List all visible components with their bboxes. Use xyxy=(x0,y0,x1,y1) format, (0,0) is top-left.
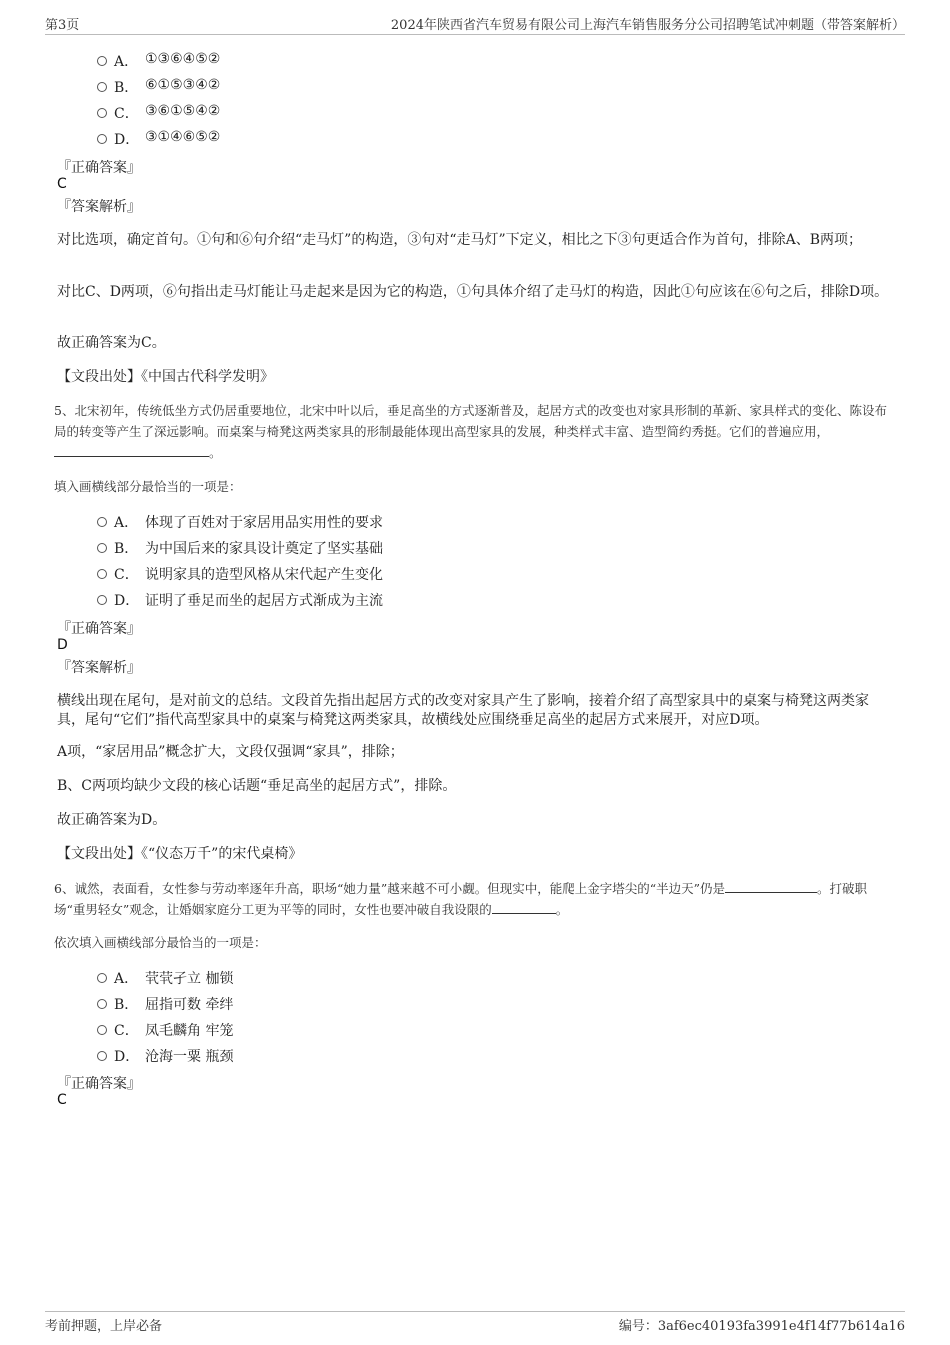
option-text: 茕茕孑立 枷锁 xyxy=(145,971,234,987)
radio-icon[interactable] xyxy=(97,543,107,553)
radio-icon[interactable] xyxy=(97,569,107,579)
radio-icon[interactable] xyxy=(97,517,107,527)
radio-icon[interactable] xyxy=(97,56,107,66)
option-letter: D． xyxy=(114,1049,140,1065)
option-text: ③⑥①⑤④② xyxy=(145,103,221,119)
option-text: 屈指可数 牵绊 xyxy=(145,997,234,1013)
page-header xyxy=(45,14,905,35)
q4-analysis-paragraph: 对比C、D两项，⑥句指出走马灯能让马走起来是因为它的构造，①句具体介绍了走马灯的构造，因此①句应该在⑥句之后，排除D项。 xyxy=(57,284,889,300)
radio-icon[interactable] xyxy=(97,134,107,144)
q5-analysis-paragraph: 横线出现在尾句，是对前文的总结。文段首先指出起居方式的改变对家具产生了影响，接着介绍了高型家具中的桌案与椅凳这两类家具，尾句“它们”指代高型家具中的桌案与椅凳这两类家具，故横线处应围绕垂足高坐的起居方式来展开，对应D项。 xyxy=(57,693,869,728)
option-text: ③①④⑥⑤② xyxy=(145,129,221,145)
q4-analysis-paragraph: 故正确答案为C。 xyxy=(57,335,166,351)
option-text: 体现了百姓对于家居用品实用性的要求 xyxy=(145,515,383,531)
option-text: ⑥①⑤③④② xyxy=(145,77,221,93)
option-letter: B． xyxy=(114,80,139,96)
option-letter: C． xyxy=(114,106,139,122)
option-text: 为中国后来的家具设计奠定了坚实基础 xyxy=(145,541,383,557)
q5-stem xyxy=(54,400,892,463)
q5-stem-text: 5、北宋初年，传统低坐方式仍居重要地位，北宋中叶以后，垂足高坐的方式逐渐普及，起居方式的改变也对家具形制的革新、家具样式的变化、陈设布局的转变等产生了深远影响。而桌案与椅凳这两类家具的形制最能体现出高型家具的发展，种类样式丰富、造型简约秀挺。它们的普遍应用， xyxy=(54,403,887,439)
q5-blank xyxy=(54,444,209,457)
option-letter: A． xyxy=(114,515,139,531)
option-text: 沧海一粟 瓶颈 xyxy=(145,1049,234,1065)
q5-analysis-paragraph: 故正确答案为D。 xyxy=(57,812,167,828)
option-letter: D． xyxy=(114,132,140,148)
q5-source: 【文段出处】《“仪态万千”的宋代桌椅》 xyxy=(57,846,303,862)
option-letter: C． xyxy=(114,1023,139,1039)
option-letter: B． xyxy=(114,541,139,557)
page-footer xyxy=(45,1311,905,1334)
option-letter: B． xyxy=(114,997,139,1013)
q6-stem xyxy=(54,878,892,920)
q6-stem-text: 6、诚然，表面看，女性参与劳动率逐年升高，职场“她力量”越来越不可小觑。但现实中，能爬上金字塔尖的“半边天”仍是 xyxy=(54,881,726,896)
radio-icon[interactable] xyxy=(97,1025,107,1035)
option-letter: A． xyxy=(114,54,139,70)
footer-slogan: 考前押题，上岸必备 xyxy=(45,1319,163,1334)
q5-analysis-paragraph: A项，“家居用品”概念扩大，文段仅强调“家具”，排除； xyxy=(57,744,404,760)
radio-icon[interactable] xyxy=(97,973,107,983)
q5-analysis-label: 『答案解析』 xyxy=(57,660,141,676)
option-text: 凤毛麟角 牢笼 xyxy=(145,1023,234,1039)
q6-answer-label: 『正确答案』 xyxy=(57,1076,141,1092)
document-title: 2024年陕西省汽车贸易有限公司上海汽车销售服务分公司招聘笔试冲刺题（带答案解析） xyxy=(390,18,905,33)
option-text: ①③⑥④⑤② xyxy=(145,51,221,67)
radio-icon[interactable] xyxy=(97,595,107,605)
option-letter: C． xyxy=(114,567,139,583)
radio-icon[interactable] xyxy=(97,82,107,92)
q4-analysis-label: 『答案解析』 xyxy=(57,199,141,215)
radio-icon[interactable] xyxy=(97,1051,107,1061)
q5-answer: D xyxy=(57,637,68,653)
q4-answer-label: 『正确答案』 xyxy=(57,160,141,176)
option-text: 说明家具的造型风格从宋代起产生变化 xyxy=(145,567,383,583)
document-serial: 编号：3af6ec40193fa3991e4f14f77b614a16 xyxy=(618,1319,905,1334)
q6-stem-end: 。 xyxy=(555,902,569,917)
page-number: 第3页 xyxy=(45,18,80,33)
option-text: 证明了垂足而坐的起居方式渐成为主流 xyxy=(145,593,383,609)
q4-answer: C xyxy=(57,176,67,192)
option-letter: A． xyxy=(114,971,139,987)
q6-blank-1 xyxy=(725,880,817,893)
q6-blank-2 xyxy=(492,901,556,914)
q5-stem-end: 。 xyxy=(209,445,222,460)
q4-source: 【文段出处】《中国古代科学发明》 xyxy=(57,369,274,385)
q6-prompt: 依次填入画横线部分最恰当的一项是： xyxy=(54,935,267,950)
q6-stem-text: 。打破职场“重男轻女”观念，让婚姻家庭分工更为平等的同时，女性也要冲破自我设限的 xyxy=(54,881,868,917)
q6-answer: C xyxy=(57,1092,67,1108)
q4-analysis-paragraph: 对比选项，确定首句。①句和⑥句介绍“走马灯”的构造，③句对“走马灯”下定义，相比之下③句更适合作为首句，排除A、B两项； xyxy=(57,232,863,248)
radio-icon[interactable] xyxy=(97,999,107,1009)
q5-answer-label: 『正确答案』 xyxy=(57,621,141,637)
option-letter: D． xyxy=(114,593,140,609)
radio-icon[interactable] xyxy=(97,108,107,118)
q5-analysis-paragraph: B、C两项均缺少文段的核心话题“垂足高坐的起居方式”，排除。 xyxy=(57,778,457,794)
q5-prompt: 填入画横线部分最恰当的一项是： xyxy=(54,479,242,494)
